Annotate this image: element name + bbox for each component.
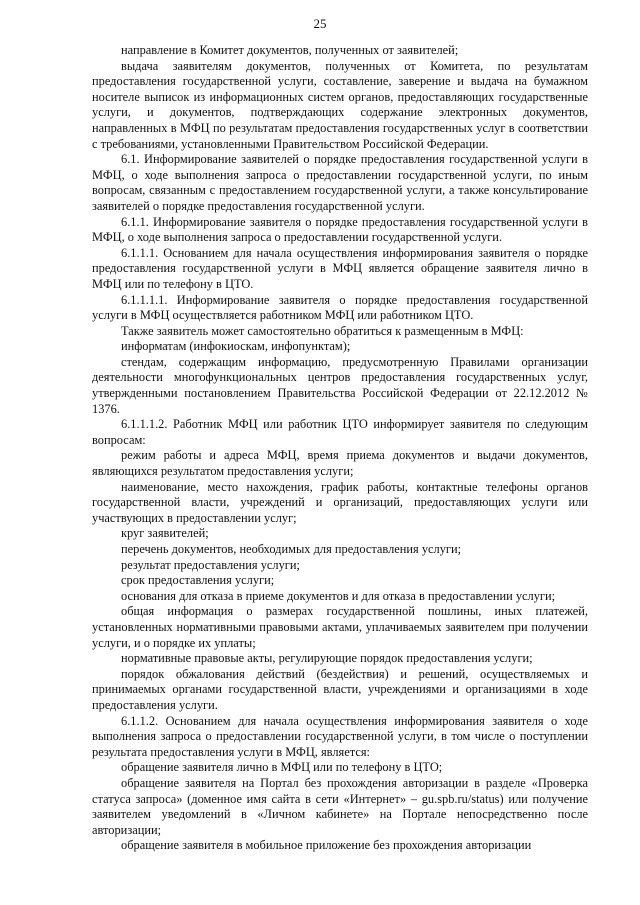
paragraph: круг заявителей; xyxy=(121,526,209,541)
paragraph: срок предоставления услуги; xyxy=(121,573,275,588)
paragraph: обращение заявителя в мобильное приложение без прохождения авторизации xyxy=(121,838,532,853)
paragraph: Также заявитель может самостоятельно обратиться к размещенным в МФЦ: xyxy=(121,323,524,338)
paragraph: общая информация о размерах государственной пошлины, иных платежей, установленных нормативными правовыми актами, уплачиваемых заявителем при получении услуги, и о порядке их уплаты; xyxy=(92,604,588,650)
paragraph: обращение заявителя лично в МФЦ или по телефону в ЦТО; xyxy=(121,760,443,775)
paragraph: перечень документов, необходимых для предоставления услуги; xyxy=(121,542,462,556)
paragraph: 6.1.1.2. Основанием для начала осуществления информирования заявителя о ходе выполнения запроса о предоставлении государственной услуги, в том числе о поступлении результата предоставления услуги в МФЦ, является: xyxy=(92,713,588,759)
paragraph: наименование, место нахождения, график работы, контактные телефоны органов государственной власти, учреждений и организаций, предоставляющих услуги или участвующих в предоставлении услуг; xyxy=(92,479,588,525)
document-body xyxy=(92,43,588,854)
paragraph: 6.1.1. Информирование заявителя о порядке предоставления государственной услуги в МФЦ, о ходе выполнения запроса о предоставлении государственной услуги. xyxy=(92,214,588,245)
paragraph: основания для отказа в приеме документов и для отказа в предоставлении услуги; xyxy=(121,588,556,603)
paragraph: порядок обжалования действий (бездействия) и решений, осуществляемых и принимаемых органами государственной власти, учреждениями и организациями в ходе предоставления услуги. xyxy=(92,666,588,712)
paragraph: нормативные правовые акты, регулирующие порядок предоставления услуги; xyxy=(121,651,533,666)
paragraph: 6.1. Информирование заявителей о порядке предоставления государственной услуги в МФЦ, о ходе выполнения запроса о предоставлении государственной услуги, по иным вопросам, связанным с предоставлением государственной услуги, а также консультирование заявителей о порядке предоставления государственной услуги. xyxy=(92,152,588,213)
paragraph: информатам (инфокиоскам, инфопунктам); xyxy=(121,339,351,354)
paragraph: стендам, содержащим информацию, предусмотренную Правилами организации деятельности многофункциональных центров предоставления государственных услуг, утвержденными постановлением Правительства Российской Федерации от 22.12.2012 № 1376. xyxy=(92,354,588,416)
paragraph: результат предоставления услуги; xyxy=(121,557,300,572)
paragraph: обращение заявителя на Портал без прохождения авторизации в разделе «Проверка статуса запроса» (доменное имя сайта в сети «Интернет» – gu.spb.ru/status) или получение заявителем уведомлений в «Личном кабинете» на Портале непосредственно после авторизации; xyxy=(92,775,588,837)
paragraph: 6.1.1.1.1. Информирование заявителя о порядке предоставления государственной услуги в МФЦ осуществляется работником МФЦ или работником ЦТО. xyxy=(92,292,588,323)
paragraph: направление в Комитет документов, полученных от заявителей; xyxy=(121,43,459,57)
paragraph: режим работы и адреса МФЦ, время приема документов и выдачи документов, являющихся результатом предоставления услуги; xyxy=(92,448,588,479)
paragraph: 6.1.1.1.2. Работник МФЦ или работник ЦТО информирует заявителя по следующим вопросам: xyxy=(92,417,588,447)
paragraph: 6.1.1.1. Основанием для начала осуществления информирования заявителя о порядке предоставления государственной услуги в МФЦ является обращение заявителя лично в МФЦ или по телефону в ЦТО. xyxy=(92,245,588,291)
paragraph: выдача заявителям документов, полученных от Комитета, по результатам предоставления государственной услуги, составление, заверение и выдача на бумажном носителе выписок из информационных систем органов, предоставляющих государственные услуги, и документов, подтверждающих содержание электронных документов, направленных в МФЦ по результатам предоставления государственных услуг в соответствии с требованиями, установленными Правительством Российской Федерации. xyxy=(92,58,588,151)
page-number: 25 xyxy=(313,16,327,31)
